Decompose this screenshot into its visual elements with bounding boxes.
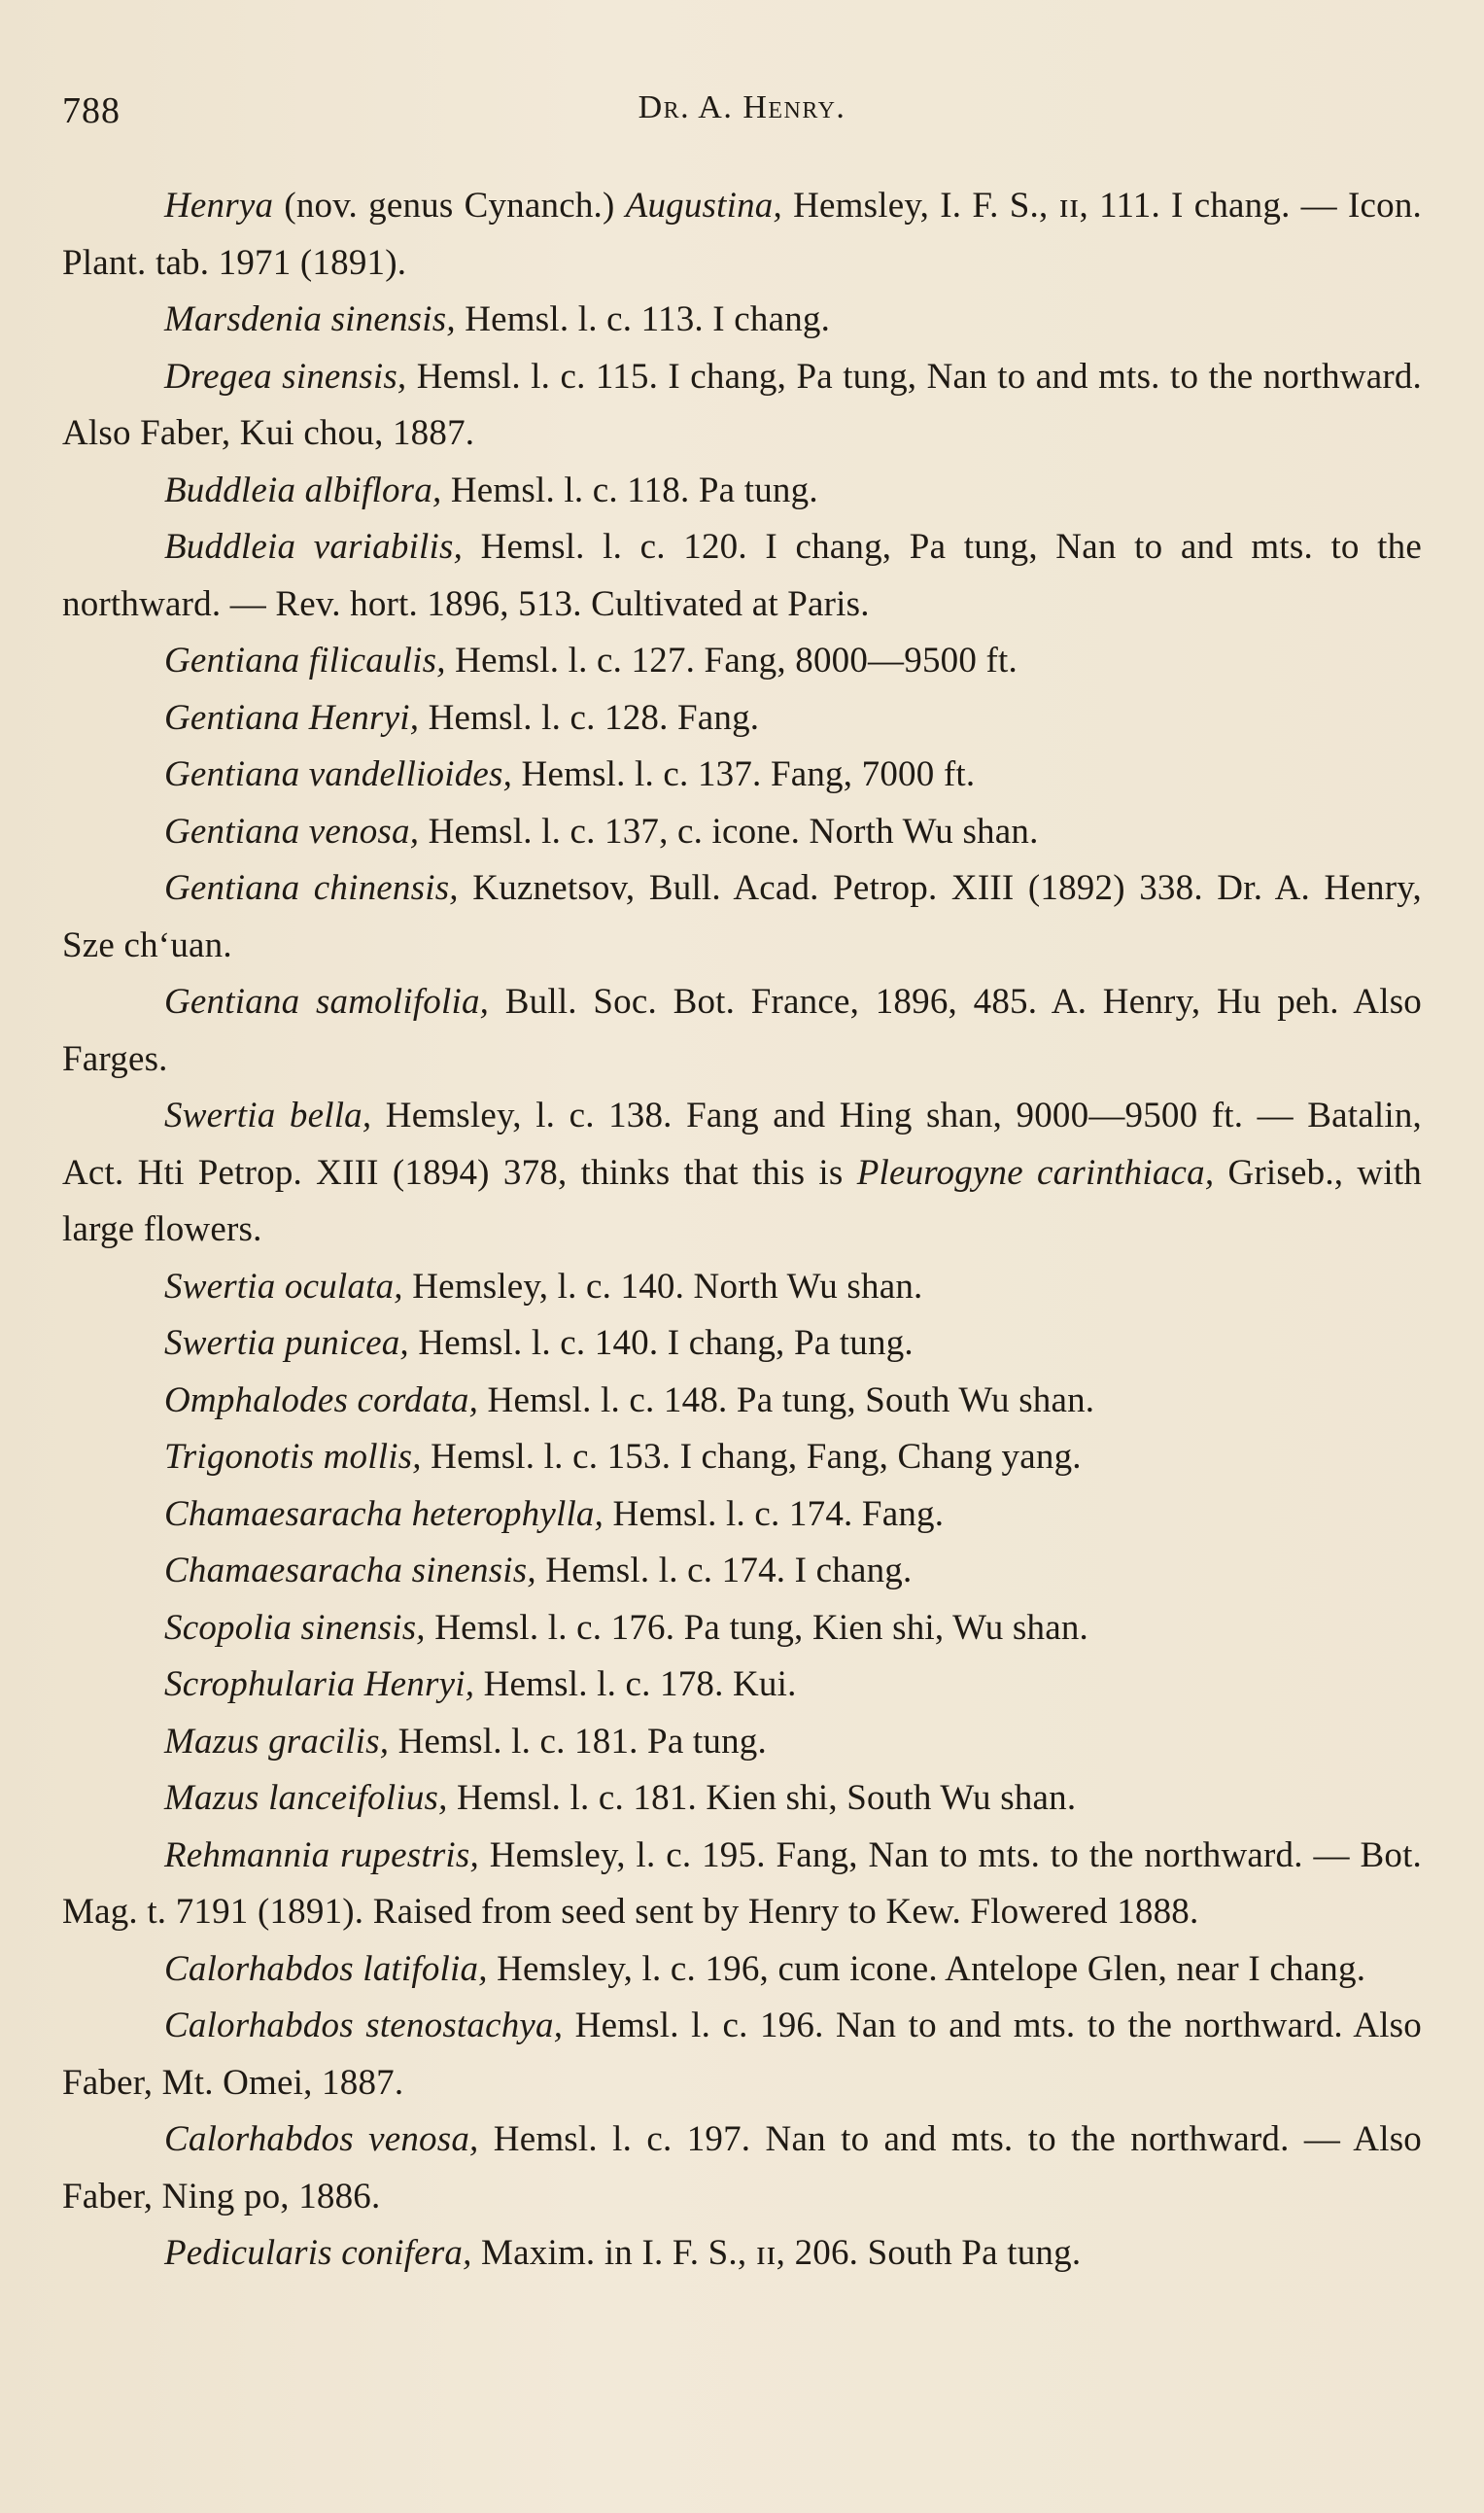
species-entry — [62, 1770, 1422, 1828]
species-name: Calorhabdos stenostachya, — [164, 2006, 564, 2045]
species-entry — [62, 860, 1422, 974]
species-citation: Hemsl. l. c. 115. I chang, Pa tung, Nan to and mts. to the northward. Also Faber, Kui chou, 1887. — [62, 356, 1422, 453]
species-citation: Hemsl. l. c. 137. Fang, 7000 ft. — [512, 754, 976, 794]
species-entry — [62, 292, 1422, 349]
species-entry — [62, 1543, 1422, 1600]
species-citation: Hemsl. l. c. 127. Fang, 8000—9500 ft. — [445, 641, 1018, 681]
species-entry — [62, 2225, 1422, 2283]
species-name: Gentiana vandellioides, — [164, 754, 513, 794]
species-citation: Hemsl. l. c. 137, c. icone. North Wu shan. — [419, 811, 1039, 852]
species-entry — [62, 1315, 1422, 1373]
species-entry — [62, 1600, 1422, 1658]
species-entry — [62, 804, 1422, 861]
species-name: Gentiana venosa, — [164, 811, 420, 852]
species-citation: Hemsley, l. c. 196, cum icone. Antelope Glen, near I chang. — [487, 1948, 1366, 1989]
species-citation: Hemsl. l. c. 176. Pa tung, Kien shi, Wu shan. — [425, 1607, 1088, 1648]
species-entry — [62, 2112, 1422, 2225]
species-citation: Hemsl. l. c. 140. I chang, Pa tung. — [408, 1323, 914, 1363]
species-entry — [62, 690, 1422, 748]
page-number: 788 — [62, 90, 121, 131]
species-entry — [62, 1714, 1422, 1771]
species-name: Trigonotis mollis, — [164, 1437, 422, 1477]
species-list — [62, 178, 1422, 2283]
species-citation: Hemsl. l. c. 128. Fang. — [419, 697, 760, 738]
species-name: Gentiana samolifolia, — [164, 982, 490, 1022]
species-name: Chamaesaracha heterophylla, — [164, 1493, 604, 1534]
species-name: Gentiana Henryi, — [164, 697, 420, 738]
species-citation: Hemsley, l. c. 138. Fang and Hing shan, 9000—9500 ft. — Batalin, Act. Hti Petrop. XIII (1894) 378, thinks that this is — [62, 1096, 1423, 1193]
species-entry — [62, 1373, 1422, 1430]
species-citation: Hemsl. l. c. 197. Nan to and mts. to the northward. — Also Faber, Ning po, 1886. — [62, 2119, 1422, 2216]
species-citation: Hemsl. l. c. 196. Nan to and mts. to the northward. Also Faber, Mt. Omei, 1887. — [62, 2006, 1422, 2103]
species-name: Pedicularis conifera, — [164, 2233, 472, 2273]
species-name: Rehmannia rupestris, — [164, 1834, 479, 1875]
species-citation: Hemsley, l. c. 195. Fang, Nan to mts. to the northward. — Bot. Mag. t. 7191 (1891). Raised from seed sent by Henry to Kew. Flowered 1888. — [62, 1834, 1422, 1932]
species-entry — [62, 633, 1422, 690]
species-citation: Hemsley, l. c. 140. North Wu shan. — [402, 1266, 923, 1307]
species-citation: Hemsl. l. c. 181. Kien shi, South Wu shan. — [447, 1778, 1077, 1818]
species-name: Calorhabdos latifolia, — [164, 1948, 488, 1989]
species-name: Scopolia sinensis, — [164, 1607, 426, 1648]
species-name: Gentiana chinensis, — [164, 868, 459, 908]
species-citation-continued: Griseb., with large flowers. — [62, 1152, 1423, 1249]
species-citation: Hemsl. l. c. 153. I chang, Fang, Chang yang. — [421, 1437, 1082, 1477]
species-entry — [62, 747, 1422, 804]
species-citation: Hemsl. l. c. 181. Pa tung. — [389, 1721, 767, 1762]
species-name: Mazus gracilis, — [164, 1721, 390, 1762]
species-citation: Hemsl. l. c. 148. Pa tung, South Wu shan. — [478, 1379, 1095, 1420]
species-citation: Hemsl. l. c. 178. Kui. — [474, 1664, 797, 1704]
species-citation: Kuznetsov, Bull. Acad. Petrop. XIII (1892) 338. Dr. A. Henry, Sze chʻuan. — [62, 868, 1422, 965]
species-entry — [62, 1941, 1422, 1999]
species-name: Henrya — [164, 186, 274, 226]
species-citation: Hemsl. l. c. 174. I chang. — [535, 1551, 913, 1590]
species-citation: Bull. Soc. Bot. France, 1896, 485. A. Henry, Hu peh. Also Farges. — [62, 982, 1423, 1079]
species-entry — [62, 1828, 1422, 1941]
species-name: Swertia punicea, — [164, 1323, 409, 1363]
species-name-secondary: Pleurogyne carinthiaca, — [856, 1152, 1215, 1193]
species-citation: Hemsl. l. c. 118. Pa tung. — [441, 470, 818, 510]
species-citation-continued: Hemsley, I. F. S., ɪɪ, 111. I chang. — Icon. Plant. tab. 1971 (1891). — [62, 186, 1423, 283]
species-entry — [62, 974, 1422, 1088]
species-entry — [62, 178, 1422, 292]
species-name: Swertia oculata, — [164, 1266, 403, 1307]
running-head: Dr. A. Henry. — [638, 89, 846, 125]
species-entry — [62, 349, 1422, 463]
species-name: Buddleia albiflora, — [164, 470, 442, 510]
species-entry — [62, 1998, 1422, 2112]
species-name: Calorhabdos venosa, — [164, 2119, 479, 2159]
species-entry — [62, 463, 1422, 520]
species-name: Buddleia variabilis, — [164, 527, 464, 567]
species-entry — [62, 1657, 1422, 1714]
page-header — [62, 89, 1422, 138]
species-name: Chamaesaracha sinensis, — [164, 1551, 536, 1590]
species-name: Omphalodes cordata, — [164, 1379, 479, 1420]
species-name: Scrophularia Henryi, — [164, 1664, 475, 1704]
species-entry — [62, 1486, 1422, 1544]
species-citation: Maxim. in I. F. S., ɪɪ, 206. South Pa tung. — [471, 2233, 1082, 2273]
species-name: Dregea sinensis, — [164, 356, 407, 397]
species-citation: Hemsl. l. c. 120. I chang, Pa tung, Nan to and mts. to the northward. — Rev. hort. 1896, 513. Cultivated at Paris. — [62, 527, 1422, 624]
species-entry — [62, 519, 1422, 633]
species-citation: Hemsl. l. c. 113. I chang. — [455, 299, 831, 339]
species-entry — [62, 1429, 1422, 1486]
species-citation: (nov. genus Cynanch.) — [273, 186, 626, 226]
species-name: Swertia bella, — [164, 1096, 372, 1135]
species-name: Marsdenia sinensis, — [164, 299, 456, 339]
species-name: Gentiana filicaulis, — [164, 641, 446, 681]
species-entry — [62, 1259, 1422, 1316]
species-name-secondary: Augustina, — [625, 186, 782, 226]
species-name: Mazus lanceifolius, — [164, 1778, 448, 1818]
species-entry — [62, 1088, 1422, 1259]
species-citation: Hemsl. l. c. 174. Fang. — [604, 1493, 945, 1534]
